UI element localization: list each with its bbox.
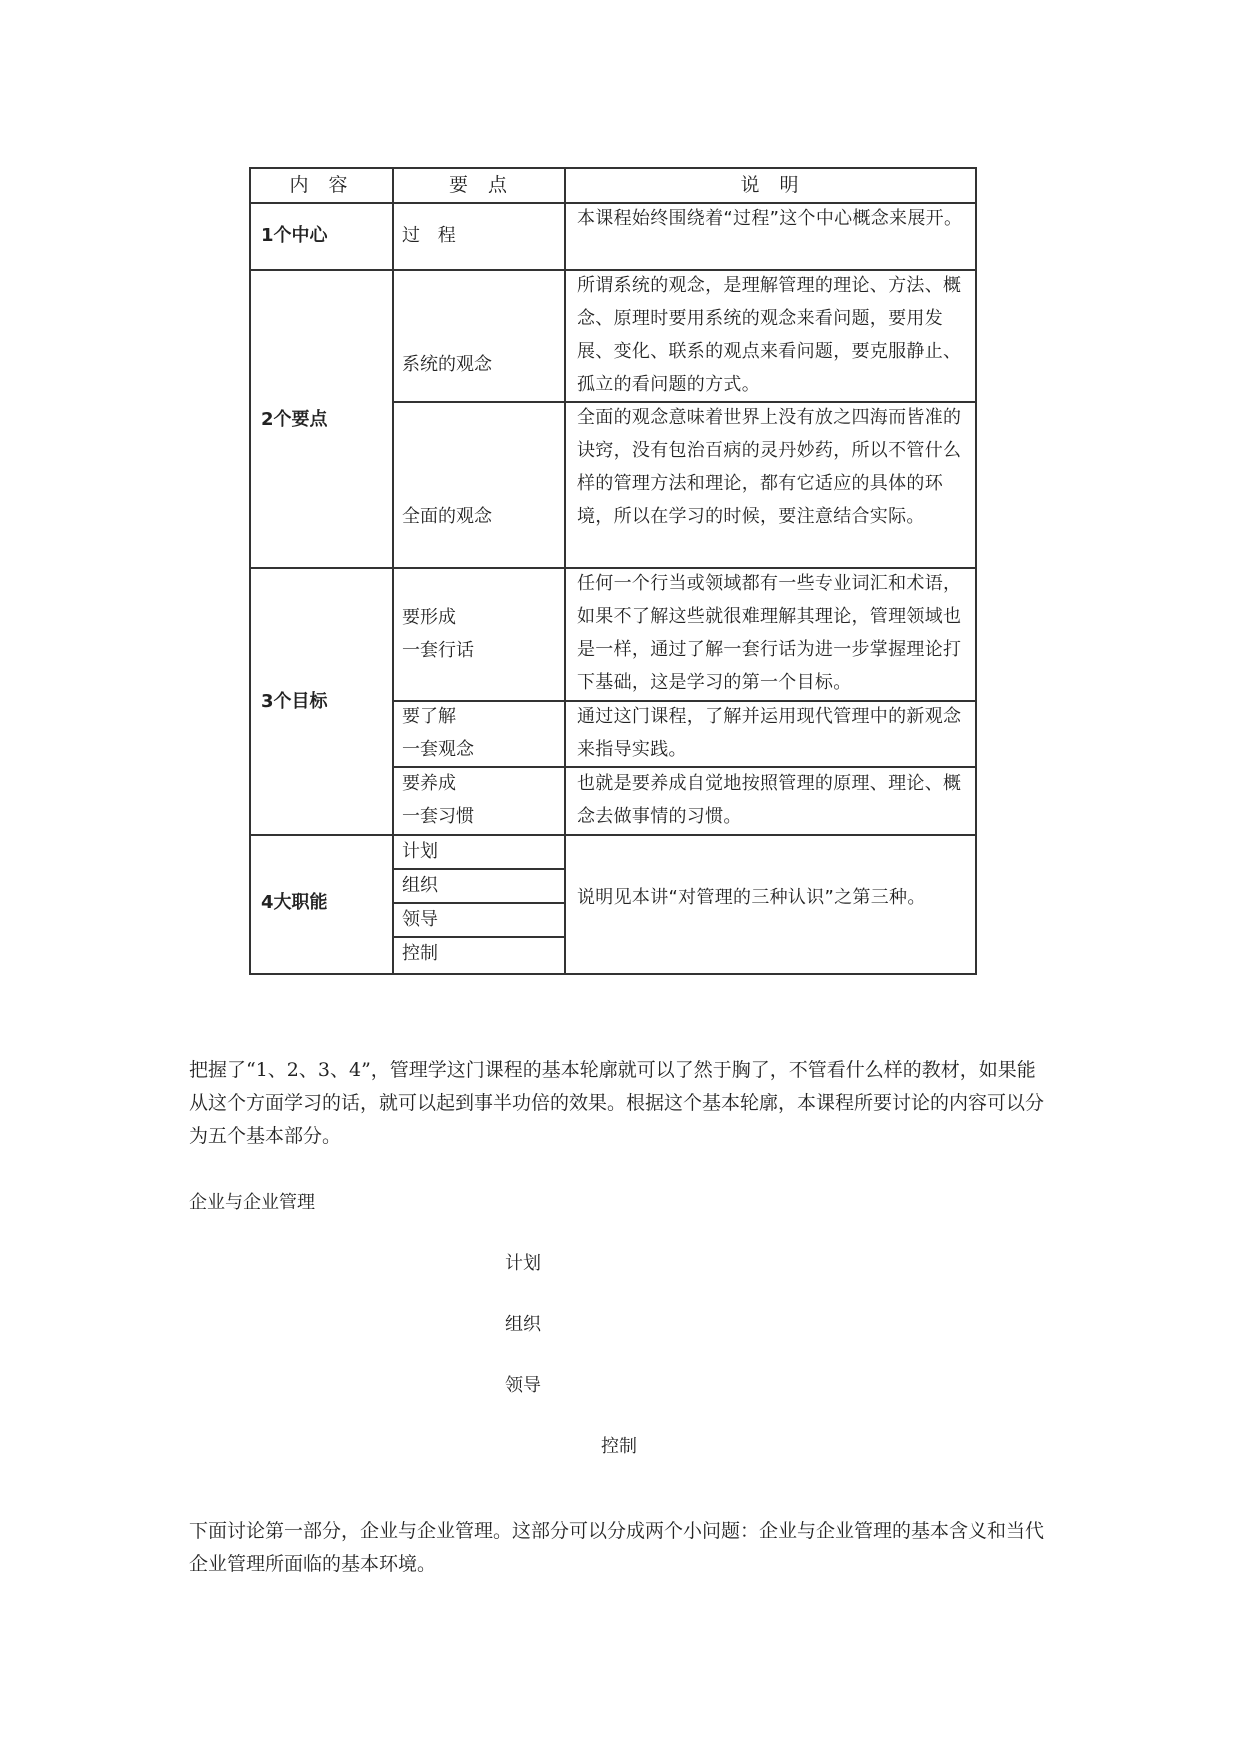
goal-3-line1: 要养成 [402, 773, 456, 794]
header-explanation: 说明 [740, 174, 819, 196]
function-plan: 计划 [402, 841, 438, 862]
goal-1-line1: 要形成 [402, 607, 456, 628]
paragraph-part-one: 下面讨论第一部分，企业与企业管理。这部分可以分成两个小问题：企业与企业管理的基本含义和当代企业管理所面临的基本环境。 [189, 1520, 1045, 1575]
outline-item-plan: 计划 [505, 1253, 541, 1274]
goal-2-line1: 要了解 [402, 706, 456, 727]
point-process: 过 程 [402, 225, 462, 246]
goal-3-line2: 一套习惯 [402, 806, 474, 827]
desc-goal-1: 任何一个行当或领域都有一些专业词汇和术语，如果不了解这些就很难理解其理论，管理领域也是一样，通过了解一套行话为进一步掌握理论打下基础，这是学习的第一个目标。 [577, 573, 962, 693]
desc-functions: 说明见本讲“对管理的三种认识”之第三种。 [577, 887, 926, 908]
header-content: 内容 [289, 174, 368, 196]
point-system-view: 系统的观念 [402, 354, 492, 375]
desc-process: 本课程始终围绕着“过程”这个中心概念来展开。 [577, 208, 963, 229]
desc-system-view: 所谓系统的观念，是理解管理的理论、方法、概念、原理时要用系统的观念来看问题，要用发展、变化、联系的观点来看问题，要克服静止、孤立的看问题的方式。 [577, 275, 962, 395]
paragraph-summary: 把握了“1、2、3、4”，管理学这门课程的基本轮廓就可以了然于胸了，不管看什么样的教材，如果能从这个方面学习的话，就可以起到事半功倍的效果。根据这个基本轮廓，本课程所要讨论的内容可以分为五个基本部分。 [189, 1059, 1045, 1147]
category-points: 2个要点 [261, 409, 328, 430]
function-organize: 组织 [402, 875, 438, 896]
category-center: 1个中心 [261, 225, 328, 246]
goal-1-line2: 一套行话 [402, 640, 474, 661]
summary-table [249, 167, 977, 975]
outline-item-organize: 组织 [505, 1314, 541, 1335]
desc-holistic-view: 全面的观念意味着世界上没有放之四海而皆准的诀窍，没有包治百病的灵丹妙药，所以不管什么样的管理方法和理论，都有它适应的具体的环境，所以在学习的时候，要注意结合实际。 [577, 407, 962, 527]
point-holistic-view: 全面的观念 [402, 506, 492, 527]
outline-heading: 企业与企业管理 [189, 1192, 315, 1213]
desc-goal-2: 通过这门课程，了解并运用现代管理中的新观念来指导实践。 [577, 706, 962, 760]
outline-item-control: 控制 [601, 1436, 637, 1457]
category-goals: 3个目标 [261, 691, 328, 712]
outline-item-lead: 领导 [505, 1375, 541, 1396]
header-points: 要点 [448, 174, 527, 196]
category-functions: 4大职能 [261, 892, 328, 913]
goal-2-line2: 一套观念 [402, 739, 474, 760]
function-lead: 领导 [402, 909, 438, 930]
function-control: 控制 [402, 943, 438, 964]
desc-goal-3: 也就是要养成自觉地按照管理的原理、理论、概念去做事情的习惯。 [577, 773, 962, 827]
